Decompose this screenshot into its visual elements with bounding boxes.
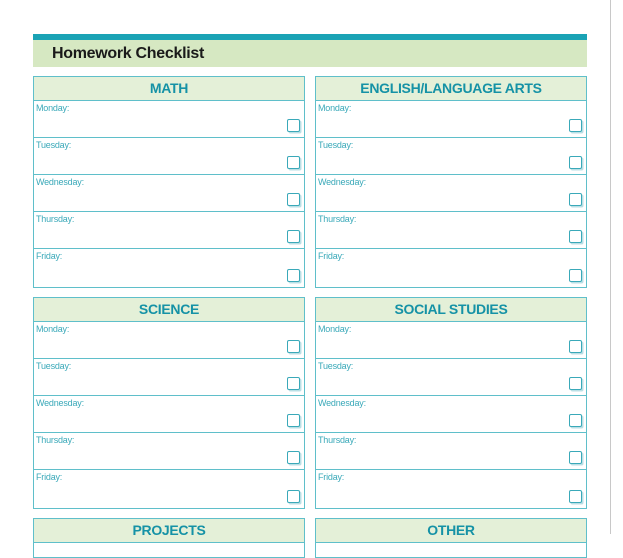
subject-panel-math (33, 76, 305, 288)
day-label: Friday: (318, 472, 345, 482)
day-row-wednesday (34, 175, 304, 212)
checkbox[interactable] (287, 156, 300, 169)
day-label: Monday: (36, 103, 70, 113)
day-row-friday (316, 470, 586, 508)
day-label: Wednesday: (318, 177, 366, 187)
day-row-thursday (34, 212, 304, 249)
day-label: Monday: (318, 103, 352, 113)
day-label: Tuesday: (318, 140, 354, 150)
day-row-monday (34, 322, 304, 359)
panel-title-english: ENGLISH/LANGUAGE ARTS (316, 77, 586, 101)
panel-title-social-studies: SOCIAL STUDIES (316, 298, 586, 322)
checkbox[interactable] (287, 340, 300, 353)
checkbox[interactable] (569, 490, 582, 503)
day-row-monday (316, 322, 586, 359)
subject-panel-other (315, 518, 587, 558)
subject-panel-projects (33, 518, 305, 558)
day-row-tuesday (316, 359, 586, 396)
day-label: Tuesday: (36, 361, 72, 371)
subject-panel-english (315, 76, 587, 288)
checkbox[interactable] (569, 377, 582, 390)
day-label: Monday: (36, 324, 70, 334)
day-label: Monday: (318, 324, 352, 334)
panel-title-projects: PROJECTS (34, 519, 304, 543)
day-row-wednesday (34, 396, 304, 433)
checkbox[interactable] (569, 193, 582, 206)
day-row-friday (34, 470, 304, 508)
subject-panel-science (33, 297, 305, 509)
day-row-monday (34, 101, 304, 138)
day-label: Thursday: (36, 214, 75, 224)
checkbox[interactable] (287, 230, 300, 243)
checkbox[interactable] (287, 377, 300, 390)
day-row-friday (316, 249, 586, 287)
day-row-friday (34, 249, 304, 287)
panel-title-science: SCIENCE (34, 298, 304, 322)
checkbox[interactable] (569, 340, 582, 353)
checkbox[interactable] (287, 490, 300, 503)
day-row-wednesday (316, 396, 586, 433)
day-label: Tuesday: (318, 361, 354, 371)
checkbox[interactable] (287, 451, 300, 464)
day-row-thursday (34, 433, 304, 470)
day-row-thursday (316, 433, 586, 470)
checkbox[interactable] (287, 414, 300, 427)
day-row-tuesday (316, 138, 586, 175)
day-label: Wednesday: (36, 177, 84, 187)
checkbox[interactable] (569, 451, 582, 464)
day-label: Thursday: (318, 214, 357, 224)
subject-panel-social-studies (315, 297, 587, 509)
checkbox[interactable] (287, 119, 300, 132)
checkbox[interactable] (569, 414, 582, 427)
day-label: Tuesday: (36, 140, 72, 150)
page-edge-line (610, 0, 611, 534)
day-label: Wednesday: (318, 398, 366, 408)
checkbox[interactable] (569, 156, 582, 169)
checkbox[interactable] (569, 269, 582, 282)
page-title: Homework Checklist (33, 40, 587, 67)
day-row-tuesday (34, 138, 304, 175)
day-row-monday (316, 101, 586, 138)
day-label: Thursday: (36, 435, 75, 445)
checkbox[interactable] (569, 230, 582, 243)
panel-title-math: MATH (34, 77, 304, 101)
checkbox[interactable] (569, 119, 582, 132)
checkbox[interactable] (287, 269, 300, 282)
day-row-wednesday (316, 175, 586, 212)
day-label: Friday: (318, 251, 345, 261)
day-label: Friday: (36, 472, 63, 482)
panel-title-other: OTHER (316, 519, 586, 543)
day-label: Friday: (36, 251, 63, 261)
day-label: Wednesday: (36, 398, 84, 408)
day-label: Thursday: (318, 435, 357, 445)
day-row-tuesday (34, 359, 304, 396)
checkbox[interactable] (287, 193, 300, 206)
day-row-thursday (316, 212, 586, 249)
